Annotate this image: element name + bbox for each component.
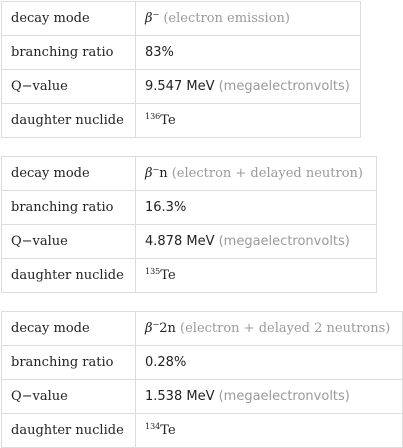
q-value-row (2, 380, 403, 414)
decay-mode-row (2, 312, 403, 346)
decay-symbol-superscript: − (152, 10, 160, 19)
daughter-nuclide-label: daughter nuclide (2, 259, 136, 293)
decay-mode-value (136, 2, 361, 36)
decay-description: (electron + delayed 2 neutrons) (180, 321, 391, 336)
q-value-cell (136, 225, 377, 259)
decay-symbol: β (145, 11, 153, 26)
daughter-nuclide-row (2, 104, 361, 138)
branching-ratio-value: 0.28% (136, 346, 403, 380)
element-symbol: Te (160, 268, 176, 283)
decay-mode-table-2 (1, 156, 377, 293)
branching-ratio-row (2, 346, 403, 380)
branching-ratio-label: branching ratio (2, 191, 136, 225)
q-value-unit: MeV (186, 234, 215, 249)
daughter-nuclide-value (136, 104, 361, 138)
branching-ratio-value: 83% (136, 36, 361, 70)
decay-mode-label: decay mode (2, 2, 136, 36)
q-value-unit: MeV (186, 389, 215, 404)
decay-description: (electron + delayed neutron) (171, 166, 363, 181)
q-value-number: 9.547 (145, 79, 183, 94)
q-value-label: Q−value (2, 225, 136, 259)
decay-mode-table-1 (1, 1, 361, 138)
decay-mode-row (2, 2, 361, 36)
branching-ratio-row (2, 191, 377, 225)
decay-symbol-suffix: 2n (159, 321, 176, 336)
decay-mode-table-3 (1, 311, 403, 448)
q-value-label: Q−value (2, 380, 136, 414)
q-value-cell (136, 70, 361, 104)
decay-symbol: β (145, 166, 153, 181)
decay-mode-label: decay mode (2, 157, 136, 191)
q-value-row (2, 70, 361, 104)
decay-description: (electron emission) (163, 11, 290, 26)
decay-symbol-superscript: − (152, 165, 160, 174)
decay-mode-label: decay mode (2, 312, 136, 346)
q-value-unit-name: (megaelectronvolts) (218, 389, 350, 404)
q-value-label: Q−value (2, 70, 136, 104)
daughter-nuclide-value (136, 414, 403, 448)
mass-number: 135 (145, 267, 161, 276)
mass-number: 136 (145, 112, 161, 121)
daughter-nuclide-label: daughter nuclide (2, 104, 136, 138)
daughter-nuclide-row (2, 414, 403, 448)
branching-ratio-value: 16.3% (136, 191, 377, 225)
branching-ratio-row (2, 36, 361, 70)
element-symbol: Te (160, 113, 176, 128)
branching-ratio-label: branching ratio (2, 346, 136, 380)
daughter-nuclide-row (2, 259, 377, 293)
q-value-unit-name: (megaelectronvolts) (218, 79, 350, 94)
decay-mode-row (2, 157, 377, 191)
q-value-number: 1.538 (145, 389, 183, 404)
q-value-row (2, 225, 377, 259)
branching-ratio-label: branching ratio (2, 36, 136, 70)
daughter-nuclide-label: daughter nuclide (2, 414, 136, 448)
decay-symbol-suffix: n (159, 166, 168, 181)
q-value-unit: MeV (186, 79, 215, 94)
decay-mode-value (136, 312, 403, 346)
daughter-nuclide-value (136, 259, 377, 293)
decay-symbol-superscript: − (152, 320, 160, 329)
decay-mode-value (136, 157, 377, 191)
q-value-unit-name: (megaelectronvolts) (218, 234, 350, 249)
element-symbol: Te (160, 423, 176, 438)
q-value-cell (136, 380, 403, 414)
decay-symbol: β (145, 321, 153, 336)
mass-number: 134 (145, 422, 161, 431)
q-value-number: 4.878 (145, 234, 183, 249)
